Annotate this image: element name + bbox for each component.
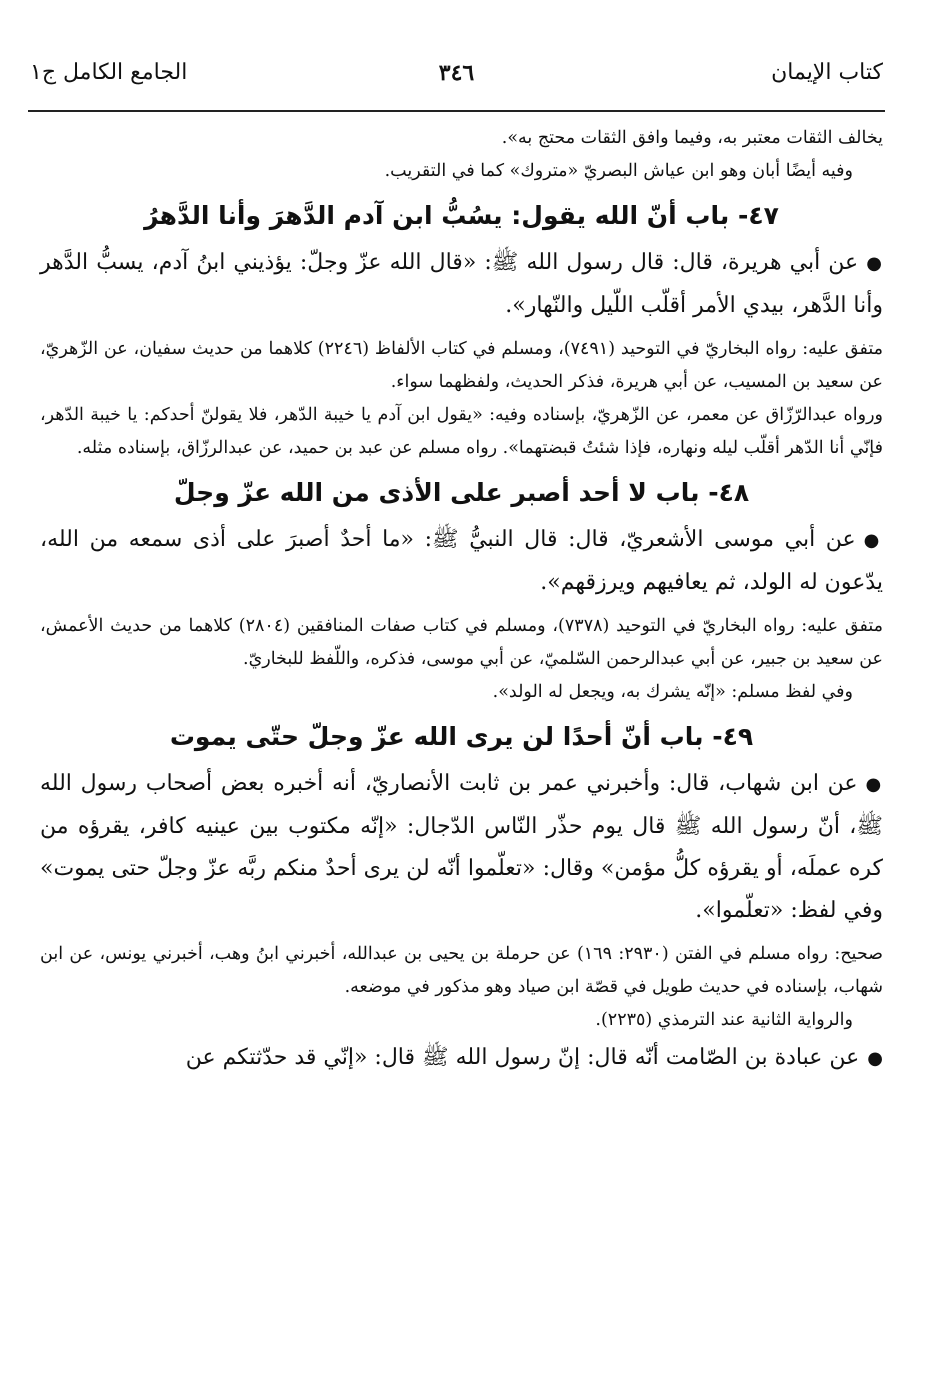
chapter-48-footnote-1: متفق عليه: رواه البخاريّ في التوحيد (٧٣٧٨)، ومسلم في كتاب صفات المنافقين (٢٨٠٤) كلاهما من حديث الأعمش، عن سعيد بن جبير، عن أبي عبدالرحمن السّلميّ، عن أبي موسى، فذكره، واللّفظ للبخاريّ. — [40, 616, 883, 669]
chapter-49-hadith-2 — [40, 1037, 883, 1080]
chapter-47-footnote-1: متفق عليه: رواه البخاريّ في التوحيد (٧٤٩١)، ومسلم في كتاب الألفاظ (٢٢٤٦) كلاهما من حديث سفيان، عن الزّهريّ، عن سعيد بن المسيب، عن أبي هريرة، فذكر الحديث، ولفظهما سواء. — [40, 339, 883, 392]
header-rule — [28, 110, 885, 112]
chapter-49-hadith — [40, 763, 883, 932]
footnote-aban: وفيه أيضًا أبان وهو ابن عياش البصريّ «متروك» كما في التقريب. — [384, 161, 853, 181]
hadith-text: عن أبي هريرة، قال: قال رسول الله ﷺ: «قال الله عزّ وجلّ: يؤذيني ابنُ آدم، يسبُّ الدَّهر وأنا الدَّهر، بيدي الأمر أقلّب اللّيل والنّهار». — [40, 250, 883, 318]
bullet-icon: ● — [866, 253, 883, 274]
page-body — [40, 118, 883, 1080]
hadith-text: عن عبادة بن الصّامت أنّه قال: إنّ رسول الله ﷺ قال: «إنّي قد حدّثتكم عن — [185, 1045, 860, 1070]
footnote-intro: يخالف الثقات معتبر به، وفيما وافق الثقات محتج به». — [501, 128, 883, 148]
page-header — [30, 60, 883, 100]
chapter-49-title: ٤٩- باب أنّ أحدًا لن يرى الله عزّ وجلّ حتّى يموت — [169, 722, 754, 751]
bullet-icon: ● — [863, 530, 883, 551]
chapter-48-footnote-2: وفي لفظ مسلم: «إنّه يشرك به، ويجعل له الولد». — [492, 682, 853, 702]
bullet-icon: ● — [865, 774, 883, 795]
series-title: الجامع الكامل ج١ — [30, 60, 188, 85]
chapter-48-hadith — [40, 519, 883, 604]
chapter-47-footnote-2: ورواه عبدالرّزّاق عن معمر، عن الزّهريّ، بإسناده وفيه: «يقول ابن آدم يا خيبة الدّهر، فلا يقولنّ أحدكم: يا خيبة الدّهر، فإنّي أنا الدّهر أقلّب ليله ونهاره، فإذا شئتُ قبضتهما». رواه مسلم عن عبد بن حميد، عن عبدالرزّاق، بإسناده مثله. — [40, 405, 883, 458]
book-title: كتاب الإيمان — [771, 60, 883, 85]
chapter-47-title: ٤٧- باب أنّ الله يقول: يسُبُّ ابن آدم الدَّهرَ وأنا الدَّهرُ — [144, 201, 779, 230]
hadith-text: عن ابن شهاب، قال: وأخبرني عمر بن ثابت الأنصاريّ، أنه أخبره بعض أصحاب رسول الله ﷺ، أنّ رسول الله ﷺ قال يوم حذّر النّاس الدّجال: «إنّه مكتوب بين عينيه كافر، يقرؤه من كره عملَه، أو يقرؤه كلُّ مؤمن» وقال: «تعلّموا أنّه لن يرى أحدٌ منكم ربَّه عزّ وجلّ حتى يموت» وفي لفظ: «تعلّموا». — [40, 771, 883, 923]
hadith-text: عن أبي موسى الأشعريّ، قال: قال النبيُّ ﷺ: «ما أحدٌ أصبرَ على أذى سمعه من الله، يدّعون له الولد، ثم يعافيهم ويرزقهم». — [40, 527, 883, 595]
chapter-47-hadith — [40, 242, 883, 327]
chapter-49-footnote-2: والرواية الثانية عند الترمذي (٢٢٣٥). — [595, 1010, 853, 1030]
page-number: ٣٤٦ — [438, 60, 475, 86]
bullet-icon: ● — [867, 1048, 883, 1069]
chapter-48-title: ٤٨- باب لا أحد أصبر على الأذى من الله عزّ وجلّ — [173, 478, 750, 507]
chapter-49-footnote-1: صحيح: رواه مسلم في الفتن (٢٩٣٠: ١٦٩) عن حرملة بن يحيى بن عبدالله، أخبرني ابنُ وهب، أخبرني يونس، عن ابن شهاب، بإسناده في حديث طويل في قصّة ابن صياد وهو مذكور في موضعه. — [40, 944, 883, 997]
